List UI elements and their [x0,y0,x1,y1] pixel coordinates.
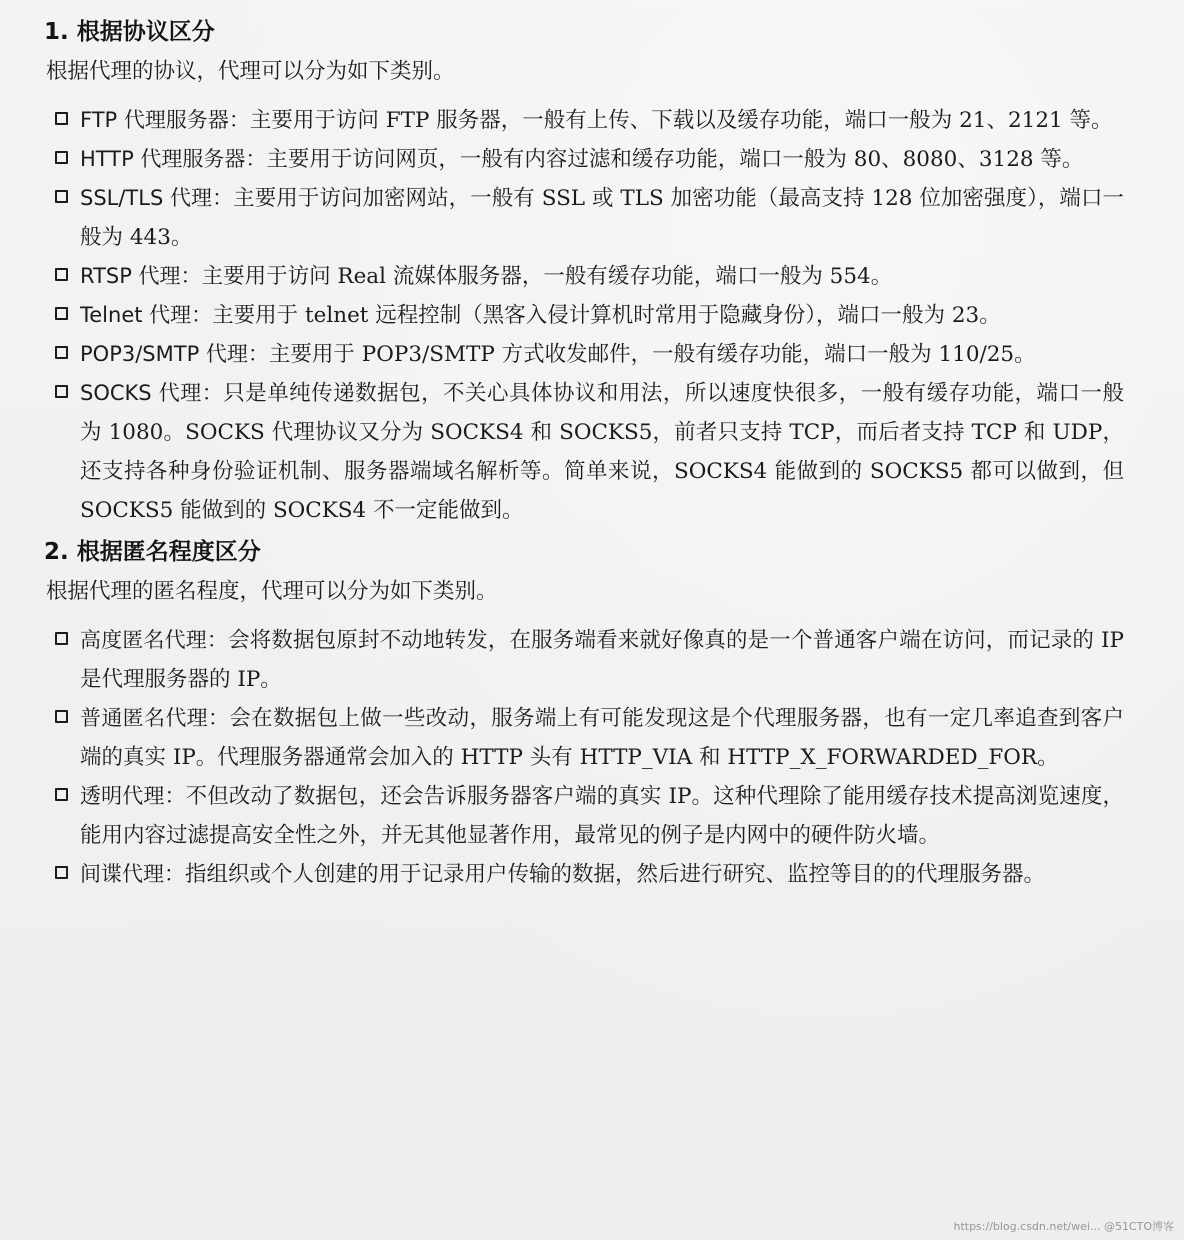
checkbox-bullet-icon [55,632,68,645]
list-item [44,855,1124,894]
checkbox-bullet-icon [55,385,68,398]
list-item [44,296,1124,335]
item-term: POP3/SMTP 代理： [80,342,269,366]
list-item [44,621,1124,699]
section-1-intro: 根据代理的协议，代理可以分为如下类别。 [46,59,455,84]
checkbox-bullet-icon [55,788,68,801]
item-term: 普通匿名代理： [80,706,230,730]
item-text: 会在数据包上做一些改动，服务端上有可能发现这是个代理服务器，也有一定几率追查到客户端的真实 IP。代理服务器通常会加入的 HTTP 头有 HTTP_VIA 和 HTTP_X_FORWARDED_FOR。 [80,706,1124,770]
checkbox-bullet-icon [55,710,68,723]
checkbox-bullet-icon [55,346,68,359]
item-text: 主要用于 POP3/SMTP 方式收发邮件，一般有缓存功能，端口一般为 110/25。 [268,342,1036,367]
section-1-heading: 1. 根据协议区分 [44,19,215,45]
item-term: Telnet 代理： [80,303,213,327]
list-item [44,699,1124,777]
checkbox-bullet-icon [55,112,68,125]
checkbox-bullet-icon [55,268,68,281]
item-text: 主要用于 telnet 远程控制（黑客入侵计算机时常用于隐藏身份），端口一般为 23。 [212,303,1001,328]
item-term: RTSP 代理： [80,264,202,288]
item-text: 只是单纯传递数据包，不关心具体协议和用法，所以速度快很多，一般有缓存功能，端口一般为 1080。SOCKS 代理协议又分为 SOCKS4 和 SOCKS5，前者只支持 TCP，而后者支持 TCP 和 UDP，还支持各种身份验证机制、服务器端域名解析等。简单来说，SOCKS4 能做到的 SOCKS5 都可以做到，但 SOCKS5 能做到的 SOCKS4 不一定能做到。 [80,381,1124,523]
item-term: 高度匿名代理： [80,628,229,652]
checkbox-bullet-icon [55,190,68,203]
item-text: 不但改动了数据包，还会告诉服务器客户端的真实 IP。这种代理除了能用缓存技术提高浏览速度，能用内容过滤提高安全性之外，并无其他显著作用，最常见的例子是内网中的硬件防火墙。 [80,784,1124,848]
checkbox-bullet-icon [55,151,68,164]
item-term: SOCKS 代理： [80,381,224,405]
item-text: 主要用于访问加密网站，一般有 SSL 或 TLS 加密功能（最高支持 128 位加密强度），端口一般为 443。 [80,186,1125,250]
list-item [44,140,1124,179]
section-2-intro: 根据代理的匿名程度，代理可以分为如下类别。 [46,579,498,604]
list-item [44,257,1124,296]
list-item [44,374,1124,530]
item-text: 主要用于访问 FTP 服务器，一般有上传、下载以及缓存功能，端口一般为 21、2121 等。 [249,108,1113,133]
document-body [44,12,1124,894]
item-term: SSL/TLS 代理： [80,186,234,210]
section-2-list [44,621,1124,894]
item-term: HTTP 代理服务器： [80,147,267,171]
item-text: 会将数据包原封不动地转发，在服务端看来就好像真的是一个普通客户端在访问，而记录的 IP 是代理服务器的 IP。 [80,628,1124,692]
watermark: https://blog.csdn.net/wei... @51CTO博客 [953,1220,1174,1233]
list-item [44,179,1124,257]
section-1-list [44,101,1124,530]
checkbox-bullet-icon [55,307,68,320]
item-term: 透明代理： [80,784,186,808]
list-item [44,777,1124,855]
list-item [44,101,1124,140]
item-term: 间谍代理： [80,862,185,886]
item-text: 指组织或个人创建的用于记录用户传输的数据，然后进行研究、监控等目的的代理服务器。 [185,862,1046,887]
section-2-heading: 2. 根据匿名程度区分 [44,539,261,565]
checkbox-bullet-icon [55,866,68,879]
list-item [44,335,1124,374]
item-text: 主要用于访问网页，一般有内容过滤和缓存功能，端口一般为 80、8080、3128 等。 [266,147,1084,172]
item-term: FTP 代理服务器： [80,108,250,132]
item-text: 主要用于访问 Real 流媒体服务器，一般有缓存功能，端口一般为 554。 [201,264,893,289]
